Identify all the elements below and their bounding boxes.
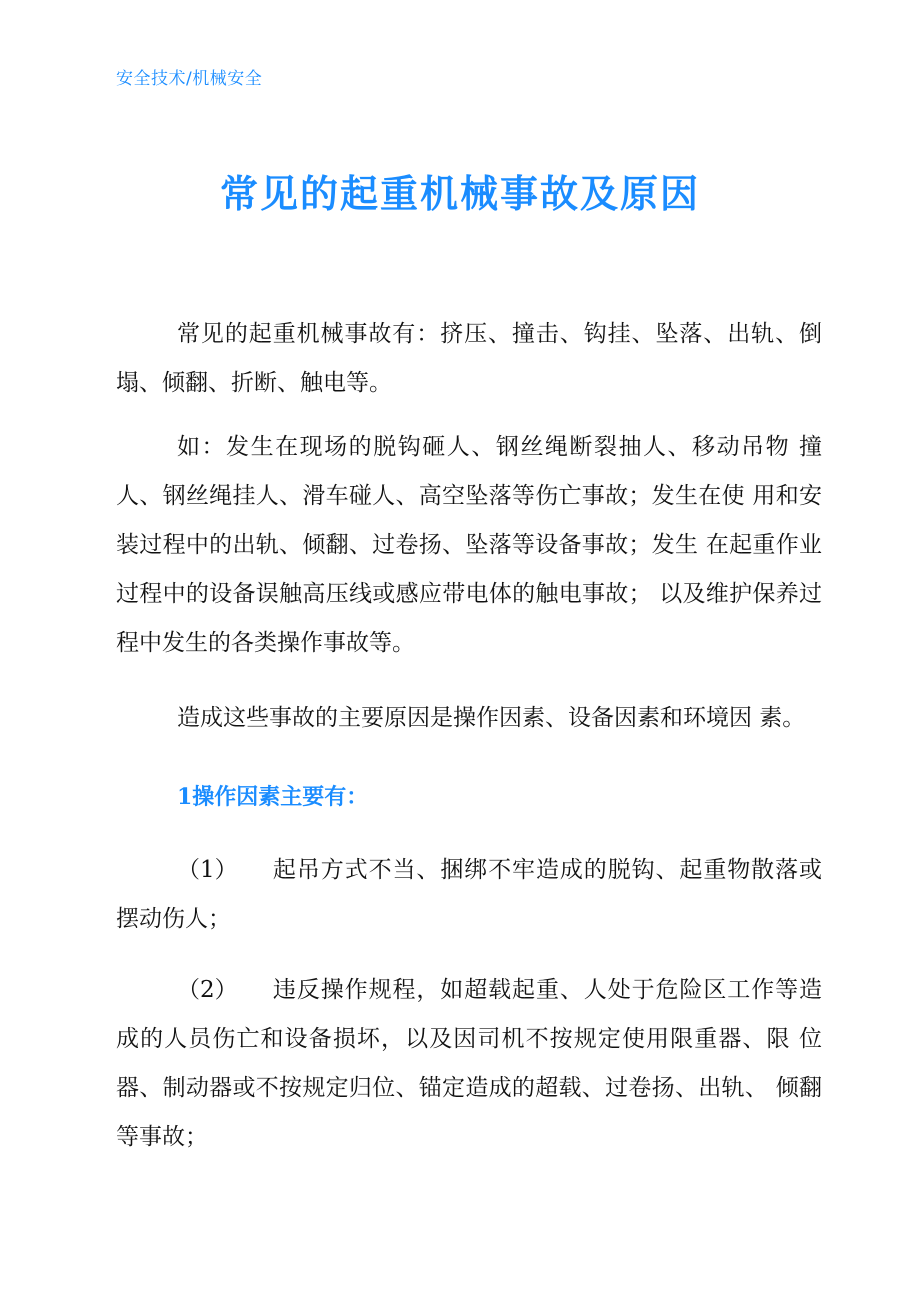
section-heading: 1操作因素主要有： [177, 784, 369, 810]
list-item-text: 起吊方式不当、捆绑不牢造成的脱钩、起重物散落或摆动伤人； [116, 857, 822, 932]
paragraph-examples: 如：发生在现场的脱钩砸人、钢丝绳断裂抽人、移动吊物 撞人、钢丝绳挂人、滑车碰人、高空坠落等伤亡事故；发生在使 用和安装过程中的出轨、倾翻、过卷扬、坠落等设备事故；发生 在起重作业过程中的设备误触高压线或感应带电体的触电事故； 以及维护保养过程中发生的各类操作事故等。 [116, 434, 822, 656]
category-breadcrumb: 安全技术/机械安全 [116, 69, 263, 89]
page-title: 常见的起重机械事故及原因 [219, 172, 700, 216]
list-item-number: （2） [177, 977, 238, 1003]
list-item-text: 违反操作规程，如超载起重、人处于危险区工作等造成的人员伤亡和设备损坏，以及因司机不按规定使用限重器、限 位器、制动器或不按规定归位、锚定造成的超载、过卷扬、出轨、 倾翻等事故； [116, 977, 822, 1150]
list-item-number: （1） [177, 857, 238, 883]
list-item [116, 846, 822, 944]
paragraph-causes: 造成这些事故的主要原因是操作因素、设备因素和环境因 素。 [177, 705, 806, 731]
list-item [116, 966, 822, 1162]
paragraph-intro: 常见的起重机械事故有：挤压、撞击、钩挂、坠落、出轨、倒塌、倾翻、折断、触电等。 [116, 321, 822, 396]
